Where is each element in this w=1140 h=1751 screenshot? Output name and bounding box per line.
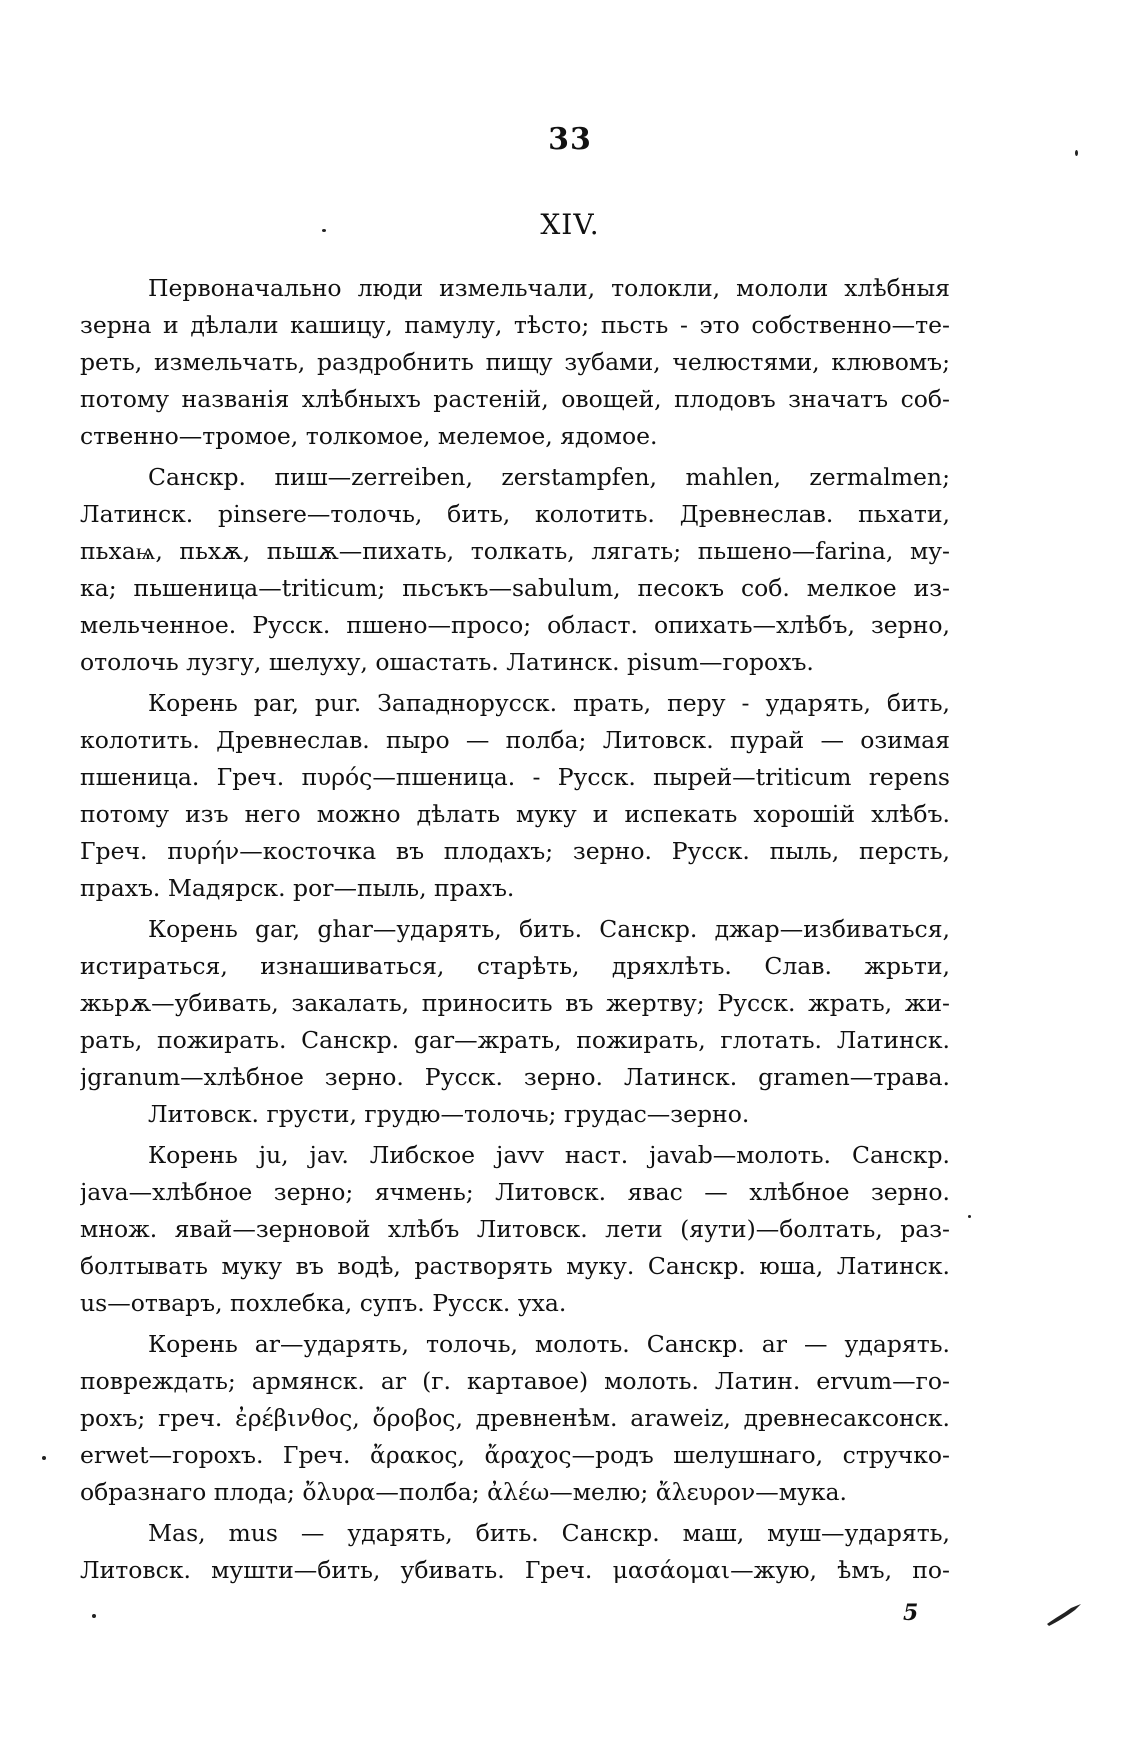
ink-speck <box>42 1456 46 1460</box>
ink-smudge <box>1045 1598 1085 1628</box>
text-line: прахъ. Мадярск. por—пыль, прахъ. <box>80 874 515 902</box>
text-line: болтывать муку въ водѣ, растворять муку. Санскр. юша, Латинск. <box>80 1252 950 1280</box>
text-line: Греч. πυρήν—косточка въ плодахъ; зерно. Русск. пыль, персть, <box>80 837 950 865</box>
ink-speck <box>92 1614 96 1618</box>
text-line: зерна и дѣлали кашицу, памулу, тѣсто; пьсть - это собственно—те- <box>80 311 950 339</box>
text-line: пшеница. Греч. πυρός—пшеница. - Русск. пырей—triticum repens <box>80 763 950 791</box>
paragraph <box>80 685 950 907</box>
body-text <box>80 270 950 1589</box>
text-line: повреждать; армянск. ar (г. картавое) молоть. Латин. ervum—го- <box>80 1367 950 1395</box>
paragraph <box>80 1326 950 1511</box>
text-line: Первоначально люди измельчали, толокли, мололи хлѣбныя <box>148 274 950 302</box>
paragraph <box>80 1515 950 1589</box>
page-number: 33 <box>548 122 592 157</box>
text-line: ка; пьшеница—triticum; пьсъкъ—sabulum, песокъ соб. мелкое из- <box>80 574 950 602</box>
ink-speck <box>1075 150 1078 156</box>
text-line: Корень ar—ударять, толочь, молоть. Санскр. ar — ударять. <box>148 1330 950 1358</box>
section-heading: XIV. <box>540 208 600 241</box>
text-line: Корень gar, ghar—ударять, бить. Санскр. джар—избиваться, <box>148 915 950 943</box>
text-line: рать, пожирать. Санскр. gar—жрать, пожирать, глотать. Латинск. <box>80 1026 950 1054</box>
text-line: Mas, mus — ударять, бить. Санскр. маш, муш—ударять, <box>148 1519 950 1547</box>
paragraph <box>80 270 950 455</box>
text-line: рохъ; греч. ἐρέβινθος, ὄροβος, древненѣм. araweiz, древнесаксонск. <box>80 1404 950 1432</box>
text-line: us—отваръ, похлебка, супъ. Русск. уха. <box>80 1289 567 1317</box>
text-line: ственно—тромое, толкомое, мелемое, ядомое. <box>80 422 658 450</box>
text-line: Корень par, pur. Западнорусск. прать, перу - ударять, бить, <box>148 689 950 717</box>
text-line: истираться, изнашиваться, старѣть, дряхлѣть. Слав. жрьти, <box>80 952 950 980</box>
text-line: множ. явай—зерновой хлѣбъ Литовск. лети (яути)—болтать, раз- <box>80 1215 950 1243</box>
text-line: java—хлѣбное зерно; ячмень; Литовск. явас — хлѣбное зерно. <box>80 1178 950 1206</box>
text-line: потому изъ него можно дѣлать муку и испекать хорошій хлѣбъ. <box>80 800 950 828</box>
text-line: jgranum—хлѣбное зерно. Русск. зерно. Латинск. gramen—трава. <box>80 1063 950 1091</box>
text-line: erwet—горохъ. Греч. ἄρακος, ἄραχος—родъ шелушнаго, стручко- <box>80 1441 950 1469</box>
text-line: Корень ju, jav. Либское javv наст. javab—молоть. Санскр. <box>148 1141 950 1169</box>
text-line: Латинск. pinsere—толочь, бить, колотить. Древнеслав. пьхати, <box>80 500 950 528</box>
paragraph <box>80 459 950 681</box>
text-line: Санскр. пиш—zerreiben, zerstampfen, mahlen, zermalmen; <box>148 463 950 491</box>
text-line: колотить. Древнеслав. пыро — полба; Литовск. пурай — озимая <box>80 726 950 754</box>
text-line: отолочь лузгу, шелуху, ошастать. Латинск. pisum—горохъ. <box>80 648 814 676</box>
text-line: потому названія хлѣбныхъ растеній, овощей, плодовъ значатъ соб- <box>80 385 950 413</box>
signature-mark: 5 <box>903 1600 919 1626</box>
text-line: реть, измельчать, раздробнить пищу зубами, челюстями, клювомъ; <box>80 348 950 376</box>
ink-speck <box>968 1215 971 1218</box>
ink-speck <box>322 229 326 232</box>
text-line: мельченное. Русск. пшено—просо; област. опихать—хлѣбъ, зерно, <box>80 611 950 639</box>
text-line: жьрѫ—убивать, закалать, приносить въ жертву; Русск. жрать, жи- <box>80 989 950 1017</box>
paragraph <box>80 911 950 1133</box>
text-line: образнаго плода; ὄλυρα—полба; ἀλέω—мелю; ἄλευρον—мука. <box>80 1478 847 1506</box>
text-line: пьхаѩ, пьхѫ, пьшѫ—пихать, толкать, лягать; пьшено—farina, му- <box>80 537 950 565</box>
text-line: Литовск. мушти—бить, убивать. Греч. μασάομαι—жую, ѣмъ, по- <box>80 1556 950 1584</box>
text-line: Литовск. грусти, грудю—толочь; грудас—зерно. <box>148 1100 750 1128</box>
paragraph <box>80 1137 950 1322</box>
